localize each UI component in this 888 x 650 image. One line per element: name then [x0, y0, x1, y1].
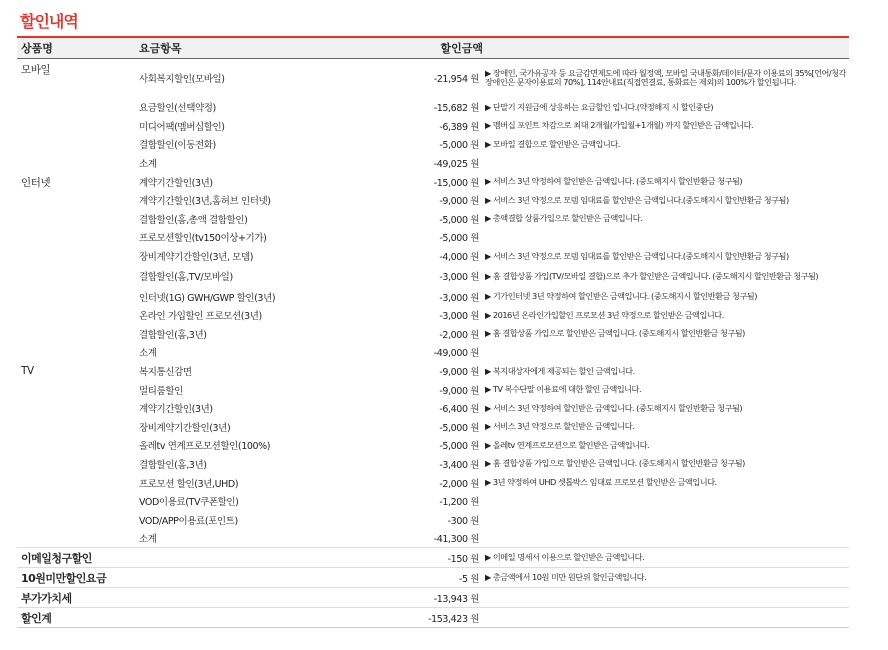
discount-note: ▶ 서비스 3년 약정으로 모뎀 임대료를 할인받은 금액입니다.(중도해지시 할인반환금 청구됨)	[485, 194, 789, 205]
discount-note: ▶ 총금액에서 10원 미만 원단위 할인금액입니다.	[485, 568, 849, 588]
discount-amount: -3,400 원	[439, 459, 479, 471]
table-row	[17, 343, 849, 362]
discount-note	[485, 529, 849, 548]
discount-note: ▶ 모바일 결합으로 할인받은 금액입니다.	[485, 138, 620, 149]
table-row	[17, 325, 849, 344]
table-row	[17, 228, 849, 247]
column-header-item: 요금항목	[135, 37, 300, 58]
table-row	[17, 117, 849, 136]
summary-amount: -5 원	[300, 568, 485, 588]
charge-item: 요금할인(선택약정)	[139, 103, 216, 115]
summary-label: 부가가치세	[17, 588, 300, 608]
discount-amount: -5,000 원	[439, 422, 479, 434]
table-row	[17, 172, 849, 191]
charge-item: 미디어팩(멤버십할인)	[139, 121, 225, 133]
charge-item: 온라인 가입할인 프로모션(3년)	[139, 311, 262, 323]
table-row	[17, 98, 849, 117]
discount-note	[485, 588, 849, 608]
discount-amount: -9,000 원	[439, 367, 479, 379]
discount-note: ▶ 서비스 3년 약정하여 할인받은 금액입니다. (중도해지시 할인반환금 청구됨)	[485, 176, 743, 187]
discount-note	[485, 228, 849, 247]
summary-row	[17, 588, 849, 608]
table-row	[17, 265, 849, 287]
charge-item: 결합할인(이동전화)	[139, 140, 216, 152]
charge-item: 계약기간할인(3년)	[139, 404, 213, 416]
discount-amount: -3,000 원	[439, 292, 479, 304]
table-row	[17, 399, 849, 418]
charge-item: 결합할인(홈,3년)	[139, 459, 207, 471]
charge-item: 계약기간할인(3년)	[139, 177, 213, 189]
subtotal-label: 소계	[139, 534, 157, 546]
discount-amount: -6,400 원	[439, 404, 479, 416]
discount-note: ▶ 올레tv 연계프로모션으로 할인받은 금액입니다.	[485, 439, 650, 450]
discount-amount: -2,000 원	[439, 329, 479, 341]
charge-item: 멀티룸할인	[139, 385, 183, 397]
table-row	[17, 529, 849, 548]
discount-amount: -3,000 원	[439, 311, 479, 323]
charge-item: VOD이용료(TV쿠폰할인)	[139, 497, 239, 509]
charge-item: 결합할인(홈,TV/모바일)	[139, 272, 233, 284]
table-row	[17, 154, 849, 173]
charge-item: 결합할인(홈,총액 결합할인)	[139, 214, 248, 226]
charge-item: 결합할인(홈,3년)	[139, 329, 207, 341]
summary-row	[17, 568, 849, 588]
summary-label: 10원미만할인요금	[17, 568, 300, 588]
discount-note: ▶ 홈 결합상품 가입으로 할인받은 금액입니다. (중도해지시 할인반환금 청구됨)	[485, 328, 745, 339]
discount-note	[485, 510, 849, 529]
section-label: 인터넷	[21, 177, 51, 190]
discount-amount: -300 원	[447, 515, 479, 527]
discount-note: ▶ 이메일 명세서 이용으로 할인받은 금액입니다.	[485, 548, 849, 568]
charge-item: 프로모션 할인(3년,UHD)	[139, 478, 239, 490]
summary-amount: -13,943 원	[300, 588, 485, 608]
discount-note: ▶ 서비스 3년 약정으로 모뎀 임대료를 할인받은 금액입니다.(중도해지시 할인반환금 청구됨)	[485, 250, 789, 261]
charge-item: 프로모션할인(tv150이상+기가)	[139, 233, 267, 245]
discount-note: ▶ 단말기 지원금에 상응하는 요금할인 입니다.(약정해지 시 할인중단)	[485, 101, 714, 112]
table-row	[17, 455, 849, 474]
charge-item: 복지통신감면	[139, 367, 192, 379]
column-header-note	[485, 37, 849, 58]
table-row	[17, 473, 849, 492]
subtotal-label: 소계	[139, 159, 157, 171]
discount-note: ▶ 홈 결합상품 가입으로 할인받은 금액입니다. (중도해지시 할인반환금 청구됨)	[485, 458, 745, 469]
discount-note: ▶ 총액결합 상품가입으로 할인받은 금액입니다.	[485, 213, 643, 224]
subtotal-label: 소계	[139, 348, 157, 360]
discount-amount: -9,000 원	[439, 196, 479, 208]
summary-amount: -150 원	[300, 548, 485, 568]
charge-item: 올레tv 연계프로모션할인(100%)	[139, 441, 271, 453]
discount-amount: -2,000 원	[439, 478, 479, 490]
discount-note	[485, 154, 849, 173]
summary-label: 이메일청구할인	[17, 548, 300, 568]
table-row	[17, 492, 849, 511]
discount-amount: -15,000 원	[433, 177, 479, 189]
discount-note: ▶ 장애인, 국가유공자 등 요금감면제도에 따라 월정액, 모바일 국내통화/데이터/문자 이용료의 35%[언어/청각장애인은 문자이용료의 70%], 114안내료(직접연결료, 통화료는 제외)의 100%가 할인됩니다.	[485, 68, 846, 88]
discount-note	[485, 343, 849, 362]
discount-amount: -1,200 원	[439, 497, 479, 509]
discount-amount: -6,389 원	[439, 121, 479, 133]
table-row	[17, 58, 849, 98]
discount-amount: -5,000 원	[439, 233, 479, 245]
discount-note: ▶ 복지대상자에게 제공되는 할인 금액입니다.	[485, 365, 635, 376]
table-row	[17, 436, 849, 455]
column-header-amount: 할인금액	[300, 37, 485, 58]
charge-item: 사회복지할인(모바일)	[139, 74, 225, 86]
discount-amount: -5,000 원	[439, 441, 479, 453]
table-row	[17, 306, 849, 325]
section-label: 모바일	[21, 63, 51, 76]
discount-amount: -15,682 원	[433, 103, 479, 115]
discount-note: ▶ 3년 약정하여 UHD 셋톱박스 임대료 프로모션 할인받은 금액입니다.	[485, 477, 717, 488]
discount-note: ▶ 홈 결합상품 가입(TV/모바일 결합)으로 추가 할인받은 금액입니다. (중도해지시 할인반환금 청구됨)	[485, 270, 819, 281]
discount-amount: -9,000 원	[439, 385, 479, 397]
table-row	[17, 510, 849, 529]
subtotal-amount: -49,000 원	[433, 348, 479, 360]
table-row	[17, 287, 849, 306]
discount-amount: -4,000 원	[439, 252, 479, 264]
column-header-category: 상품명	[17, 37, 135, 58]
table-header-row	[17, 37, 849, 58]
discount-note: ▶ TV 복수단말 이용료에 대한 할인 금액입니다.	[485, 384, 642, 395]
summary-row	[17, 548, 849, 568]
discount-note: ▶ 멤버십 포인트 차감으로 최대 2개월(가입월+1개월) 까지 할인받은 금액입니다.	[485, 120, 754, 131]
table-row	[17, 210, 849, 229]
page-title: 할인내역	[20, 12, 78, 31]
table-row	[17, 418, 849, 437]
charge-item: VOD/APP이용료(포인트)	[139, 515, 238, 527]
table-row	[17, 362, 849, 381]
discount-amount: -3,000 원	[439, 272, 479, 284]
charge-item: 장비계약기간할인(3년, 모뎀)	[139, 252, 254, 264]
discount-amount: -21,954 원	[433, 74, 479, 86]
charge-item: 인터넷(1G) GWH/GWP 할인(3년)	[139, 292, 276, 304]
table-row	[17, 380, 849, 399]
discount-note: ▶ 2016년 온라인가입할인 프로모션 3년 약정으로 할인받은 금액입니다.	[485, 309, 724, 320]
discount-note	[485, 492, 849, 511]
section-label: TV	[21, 364, 34, 377]
discount-note: ▶ 기가인터넷 3년 약정하여 할인받은 금액입니다. (중도해지시 할인반환금 청구됨)	[485, 291, 757, 302]
subtotal-amount: -49,025 원	[433, 159, 479, 171]
table-row	[17, 191, 849, 210]
discount-note: ▶ 서비스 3년 약정하여 할인받은 금액입니다. (중도해지시 할인반환금 청구됨)	[485, 402, 743, 413]
discount-note: ▶ 서비스 3년 약정으로 할인받은 금액입니다.	[485, 421, 635, 432]
discount-amount: -5,000 원	[439, 214, 479, 226]
summary-label: 할인계	[17, 608, 300, 628]
subtotal-amount: -41,300 원	[433, 534, 479, 546]
summary-amount: -153,423 원	[300, 608, 485, 628]
charge-item: 계약기간할인(3년,홈허브 인터넷)	[139, 196, 271, 208]
table-row	[17, 247, 849, 266]
discount-amount: -5,000 원	[439, 140, 479, 152]
summary-row	[17, 608, 849, 628]
charge-item: 장비계약기간할인(3년)	[139, 422, 231, 434]
discount-table	[17, 36, 849, 628]
table-row	[17, 135, 849, 154]
discount-note	[485, 608, 849, 628]
